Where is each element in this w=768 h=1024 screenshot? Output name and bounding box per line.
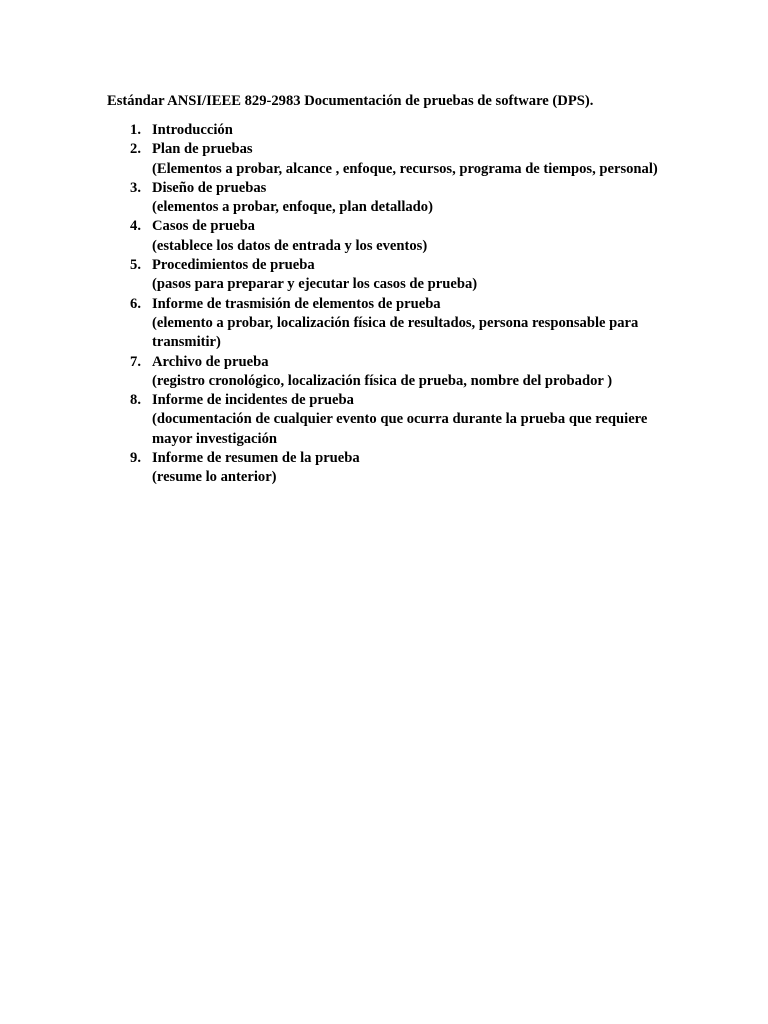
- item-number: 1.: [130, 122, 141, 138]
- item-number: 9.: [130, 450, 141, 467]
- item-description: (elemento a probar, localización física de resultados, persona responsable para transmitir): [152, 314, 639, 351]
- item-description: (pasos para preparar y ejecutar los casos de prueba): [152, 276, 478, 293]
- item-number: 7.: [130, 353, 141, 370]
- item-title: Plan de pruebas: [152, 141, 253, 158]
- item-description: (elementos a probar, enfoque, plan detallado): [152, 199, 433, 216]
- item-description: (Elementos a probar, alcance , enfoque, recursos, programa de tiempos, personal): [152, 160, 658, 177]
- item-title: Casos de prueba: [152, 218, 255, 235]
- item-title: Procedimientos de prueba: [152, 257, 315, 274]
- section-list: [107, 121, 667, 488]
- document-title: Estándar ANSI/IEEE 829-2983 Documentación de pruebas de software (DPS).: [107, 93, 594, 109]
- list-item: [107, 140, 667, 179]
- item-title: Informe de resumen de la prueba: [152, 450, 360, 467]
- item-number: 5.: [130, 257, 141, 274]
- item-title: Informe de incidentes de prueba: [152, 392, 354, 409]
- list-item: [107, 121, 667, 140]
- list-item: [107, 179, 667, 218]
- list-item: [107, 449, 667, 488]
- item-title: Informe de trasmisión de elementos de prueba: [152, 295, 441, 312]
- list-item: [107, 217, 667, 256]
- item-number: 3.: [130, 179, 141, 196]
- list-item: [107, 353, 667, 392]
- list-item: [107, 295, 667, 353]
- list-item: [107, 256, 667, 295]
- item-number: 8.: [130, 392, 141, 409]
- item-description: (documentación de cualquier evento que ocurra durante la prueba que requiere mayor investigación: [152, 411, 648, 447]
- item-title: Introducción: [152, 122, 233, 138]
- item-number: 4.: [130, 218, 141, 235]
- item-description: (establece los datos de entrada y los eventos): [152, 237, 428, 254]
- item-title: Archivo de prueba: [152, 353, 269, 370]
- item-description: (registro cronológico, localización física de prueba, nombre del probador ): [152, 372, 613, 389]
- item-number: 2.: [130, 141, 141, 158]
- item-description: (resume lo anterior): [152, 469, 277, 486]
- item-number: 6.: [130, 295, 141, 312]
- item-title: Diseño de pruebas: [152, 179, 267, 196]
- list-item: [107, 391, 667, 449]
